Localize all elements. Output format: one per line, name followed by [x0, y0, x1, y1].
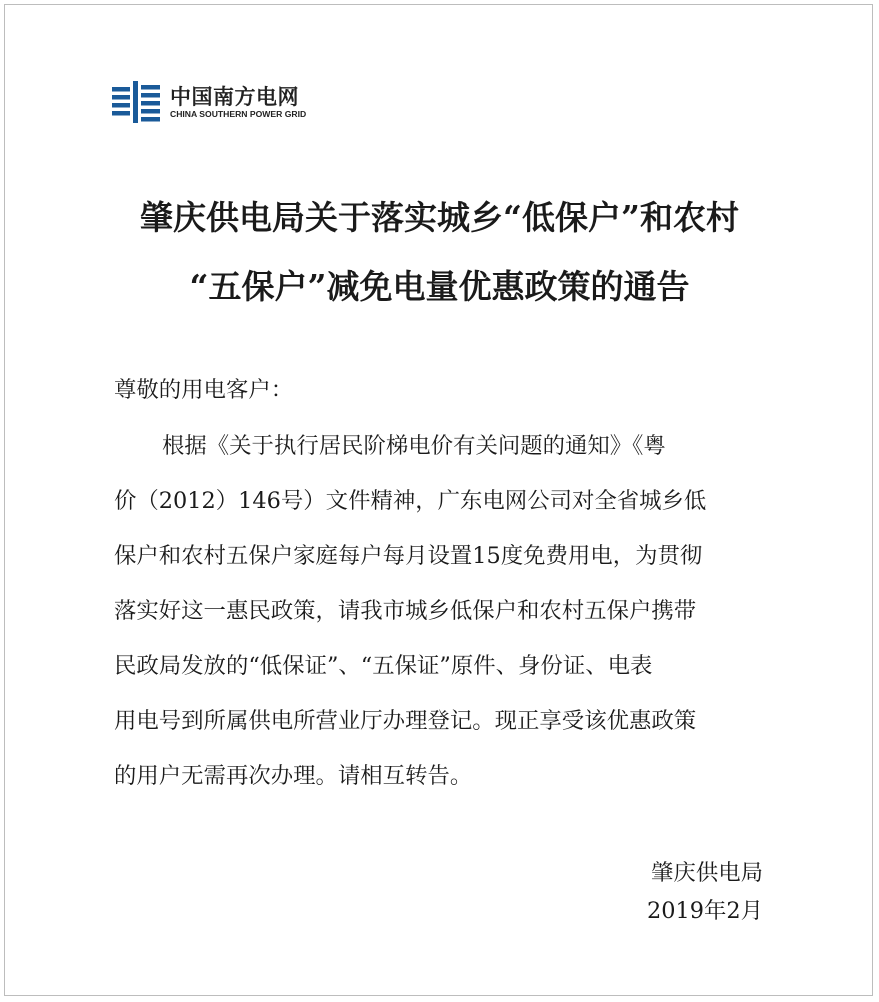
body-line-7: 的用户无需再次办理。请相互转告。	[114, 763, 473, 789]
signature-date: 2019年2月	[646, 898, 763, 924]
body-line-5: 民政局发放的“低保证”、“五保证”原件、身份证、电表	[114, 653, 653, 679]
body-line-6: 用电号到所属供电所营业厅办理登记。现正享受该优惠政策	[114, 708, 697, 734]
salutation: 尊敬的用电客户：	[114, 377, 294, 403]
notice-title-line-2: “五保户”减免电量优惠政策的通告	[189, 267, 690, 306]
logo-text	[170, 85, 306, 120]
logo-name-en: CHINA SOUTHERN POWER GRID	[170, 108, 307, 119]
signature-org: 肇庆供电局	[651, 860, 763, 886]
body-line-1: 根据《关于执行居民阶梯电价有关问题的通知》《粤	[162, 433, 666, 459]
company-logo	[112, 80, 306, 124]
body-line-2: 价（2012）146号）文件精神，广东电网公司对全省城乡低	[114, 488, 707, 514]
notice-title-line-1: 肇庆供电局关于落实城乡“低保户”和农村	[140, 198, 739, 237]
grid-logo-icon	[112, 81, 162, 123]
body-line-4: 落实好这一惠民政策，请我市城乡低保户和农村五保户携带	[114, 598, 697, 624]
body-line-3: 保户和农村五保户家庭每户每月设置15度免费用电，为贯彻	[114, 543, 703, 569]
logo-name-cn: 中国南方电网	[170, 84, 299, 109]
